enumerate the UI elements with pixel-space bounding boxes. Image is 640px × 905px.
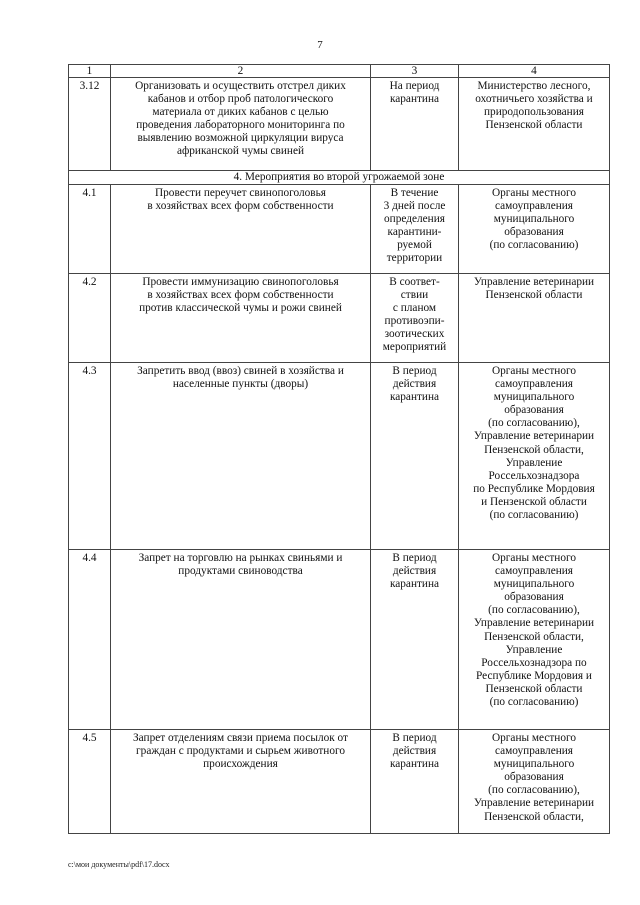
row-number: 4.2 bbox=[69, 274, 111, 363]
footer-file-path: c:\мои документы\pdf\17.docx bbox=[68, 860, 170, 869]
row-responsible: Органы местного самоуправления муниципального образования (по согласованию) bbox=[459, 185, 610, 274]
table-header-row bbox=[69, 65, 610, 78]
row-action: Организовать и осуществить отстрел диких кабанов и отбор проб патологического материала от диких кабанов с целью проведения лабораторного мониторинга по выявлению возможной циркуляции вируса африканской чумы свиней bbox=[111, 78, 371, 171]
row-action: Запрет отделениям связи приема посылок от граждан с продуктами и сырьем животного происхождения bbox=[111, 730, 371, 834]
row-responsible: Органы местного самоуправления муниципального образования (по согласованию), Управление ветеринарии Пензенской области, Управление Россельхознадзора по Республике Мордовия и Пензенской области (по согласованию) bbox=[459, 550, 610, 730]
row-number: 4.4 bbox=[69, 550, 111, 730]
row-period: В период действия карантина bbox=[371, 730, 459, 834]
measures-table bbox=[68, 64, 610, 834]
row-period: В период действия карантина bbox=[371, 550, 459, 730]
table-row-4-3 bbox=[69, 363, 610, 550]
page-number: 7 bbox=[317, 39, 323, 51]
row-period: На период карантина bbox=[371, 78, 459, 171]
section-heading-row bbox=[69, 171, 610, 185]
table-row-4-5 bbox=[69, 730, 610, 834]
header-cell-4: 4 bbox=[459, 65, 610, 78]
row-number: 4.3 bbox=[69, 363, 111, 550]
row-responsible: Министерство лесного, охотничьего хозяйства и природопользования Пензенской области bbox=[459, 78, 610, 171]
header-cell-2: 2 bbox=[111, 65, 371, 78]
row-period: В период действия карантина bbox=[371, 363, 459, 550]
row-responsible: Органы местного самоуправления муниципального образования (по согласованию), Управление ветеринарии Пензенской области, Управление Россельхознадзора по Республике Мордовия и Пензенской области (по согласованию) bbox=[459, 363, 610, 550]
row-action: Запрет на торговлю на рынках свиньями и продуктами свиноводства bbox=[111, 550, 371, 730]
row-action: Провести иммунизацию свинопоголовья в хозяйствах всех форм собственности против классической чумы и рожи свиней bbox=[111, 274, 371, 363]
header-cell-1: 1 bbox=[69, 65, 111, 78]
row-action: Провести переучет свинопоголовья в хозяйствах всех форм собственности bbox=[111, 185, 371, 274]
row-period: В течение 3 дней после определения карантини- руемой территории bbox=[371, 185, 459, 274]
header-cell-3: 3 bbox=[371, 65, 459, 78]
row-number: 4.1 bbox=[69, 185, 111, 274]
row-number: 3.12 bbox=[69, 78, 111, 171]
row-responsible: Управление ветеринарии Пензенской области bbox=[459, 274, 610, 363]
table-row-4-2 bbox=[69, 274, 610, 363]
table-row-3-12 bbox=[69, 78, 610, 171]
row-number: 4.5 bbox=[69, 730, 111, 834]
table-row-4-4 bbox=[69, 550, 610, 730]
row-responsible: Органы местного самоуправления муниципального образования (по согласованию), Управление ветеринарии Пензенской области, bbox=[459, 730, 610, 834]
row-period: В соответ- ствии с планом противоэпи- зоотических мероприятий bbox=[371, 274, 459, 363]
section-heading: 4. Мероприятия во второй угрожаемой зоне bbox=[69, 171, 610, 185]
table-row-4-1 bbox=[69, 185, 610, 274]
row-action: Запретить ввод (ввоз) свиней в хозяйства и населенные пункты (дворы) bbox=[111, 363, 371, 550]
